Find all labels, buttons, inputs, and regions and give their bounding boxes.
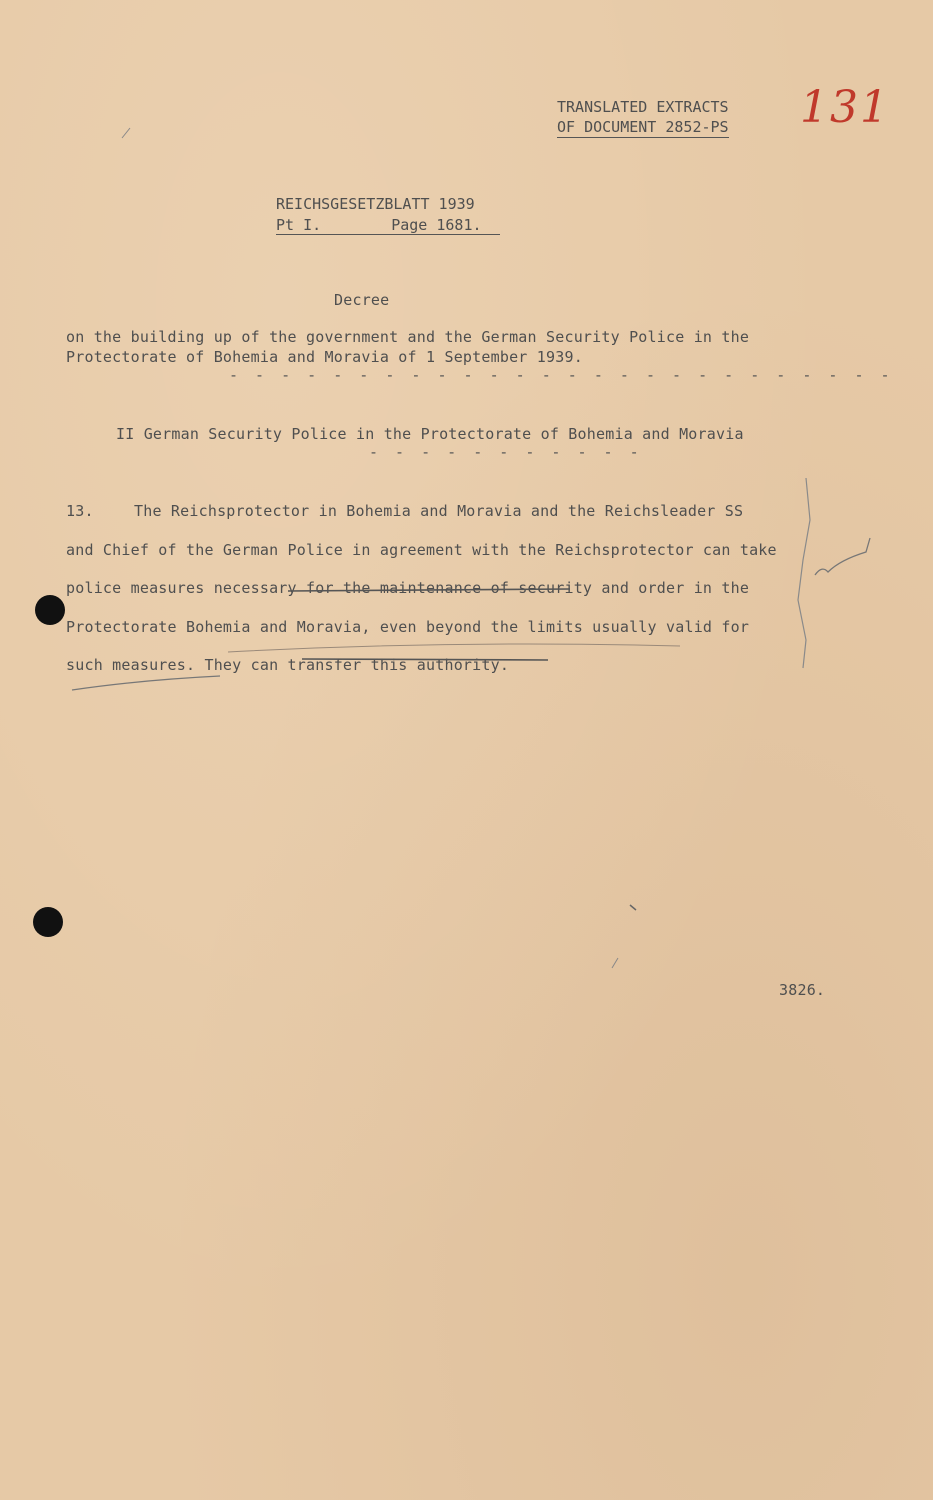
section-heading: II German Security Police in the Protectorate of Bohemia and Moravia [116, 425, 744, 443]
source-part: Pt I. [276, 216, 322, 234]
title-divider: - - - - - - - - - - - - - - - - - - - - - - - - - - [229, 366, 894, 384]
pencil-curve-bottom [72, 676, 220, 690]
decree-heading: Decree [334, 291, 390, 309]
margin-check-mark [815, 538, 870, 575]
source-line-2 [276, 216, 500, 235]
paragraph-line-2: and Chief of the German Police in agreement with the Reichsprotector can take [66, 541, 777, 559]
paragraph-line-1: The Reichsprotector in Bohemia and Moravia and the Reichsleader SS [134, 502, 744, 520]
source-line-1: REICHSGESETZBLATT 1939 [276, 195, 475, 213]
punch-hole-top [35, 595, 65, 625]
paragraph-number: 13. [66, 502, 94, 520]
stray-mark-1 [122, 128, 130, 138]
paragraph-line-5: such measures. They can transfer this authority. [66, 656, 510, 674]
header-line-2: OF DOCUMENT 2852-PS [557, 118, 729, 136]
decree-title-line-1: on the building up of the government and the German Security Police in the [66, 328, 750, 346]
decree-title-line-2: Protectorate of Bohemia and Moravia of 1 September 1939. [66, 348, 583, 366]
punch-hole-bottom [33, 907, 63, 937]
pencil-curve-middle [228, 644, 680, 652]
source-page: Page 1681. [391, 216, 482, 234]
stray-mark-3 [630, 905, 636, 910]
stray-mark-2 [612, 958, 618, 968]
header-line-1: TRANSLATED EXTRACTS [557, 98, 729, 116]
page-code: 3826. [779, 981, 826, 999]
paragraph-line-4: Protectorate Bohemia and Moravia, even beyond the limits usually valid for [66, 618, 750, 636]
margin-bracket [798, 478, 810, 668]
paragraph-line-3: police measures necessary for the maintenance of security and order in the [66, 579, 750, 597]
section-divider: - - - - - - - - - - - [369, 443, 643, 461]
handwritten-page-number: 131 [800, 82, 890, 133]
